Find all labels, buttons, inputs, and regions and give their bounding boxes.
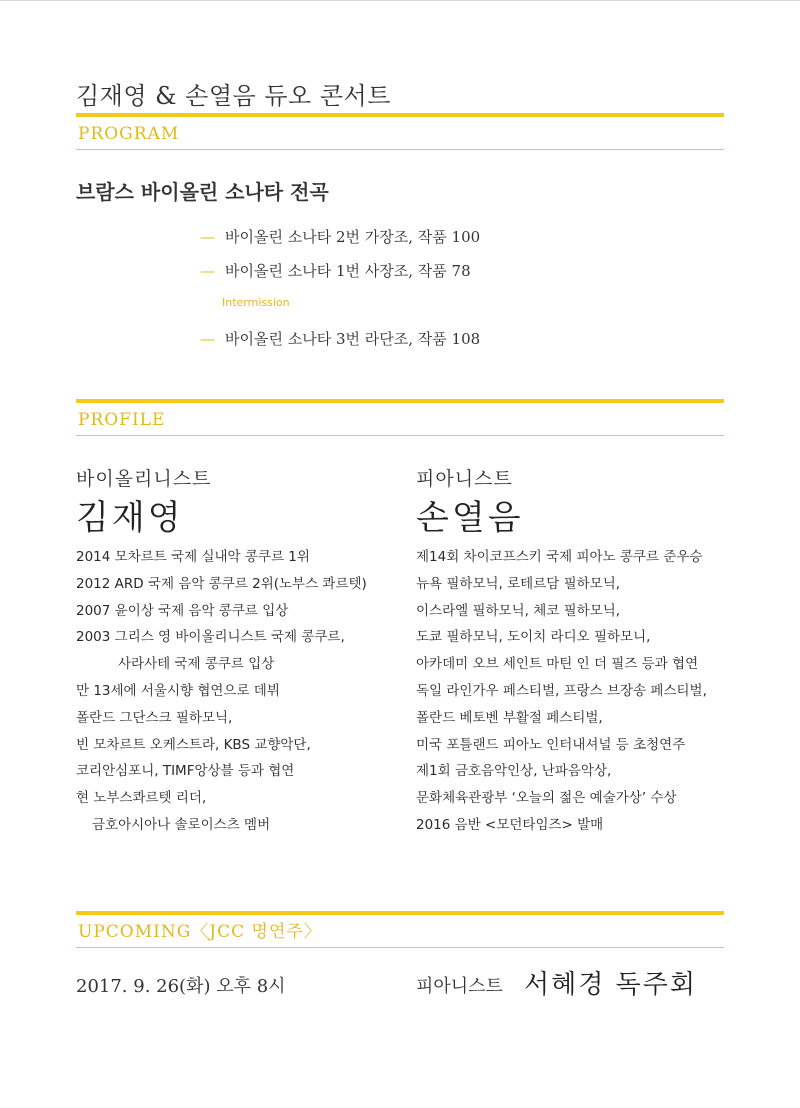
program-heading: PROGRAM [78, 124, 180, 144]
section-rule-thin [76, 947, 724, 948]
dash-marker: — [200, 262, 215, 280]
program-section-header [76, 113, 724, 150]
pianist-role: 피아니스트 [416, 468, 513, 490]
page-title: 김재영 & 손열음 듀오 콘서트 [76, 82, 391, 110]
top-divider [0, 0, 800, 1]
career-item: 2016 음반 <모던타임즈> 발매 [416, 816, 604, 833]
career-item: 사라사테 국제 콩쿠르 입상 [118, 656, 275, 673]
career-item: 2003 그리스 영 바이올리니스트 국제 콩쿠르, [76, 629, 345, 646]
career-item: 금호아시아나 솔로이스츠 멤버 [92, 816, 271, 833]
section-rule-thin [76, 149, 724, 150]
career-item: 2007 윤이상 국제 음악 콩쿠르 입상 [76, 602, 289, 619]
career-item: 제14회 차이코프스키 국제 피아노 콩쿠르 준우승 [416, 549, 703, 565]
career-item: 미국 포틀랜드 피아노 인터내셔널 등 초청연주 [416, 736, 686, 753]
intermission-label: Intermission [222, 296, 290, 309]
program-piece [200, 260, 471, 281]
career-item: 이스라엘 필하모닉, 체코 필하모닉, [416, 602, 621, 619]
profile-heading: PROFILE [78, 410, 166, 430]
career-item: 문화체육관광부 ‘오늘의 젊은 예술가상’ 수상 [416, 790, 677, 807]
career-item: 코리안심포니, TIMF앙상블 등과 협연 [76, 763, 295, 780]
dash-marker: — [200, 228, 215, 246]
pianist-name: 손열음 [416, 498, 524, 538]
piece-title: 바이올린 소나타 2번 가장조, 작품 100 [225, 228, 481, 246]
program-piece [200, 328, 480, 349]
career-item: 제1회 금호음악인상, 난파음악상, [416, 763, 612, 780]
career-item: 2012 ARD 국제 음악 콩쿠르 2위(노부스 콰르텟) [76, 575, 367, 592]
upcoming-heading: UPCOMING〈JCC 명연주〉 [78, 922, 322, 942]
section-rule-thin [76, 435, 724, 436]
piece-title: 바이올린 소나타 1번 사장조, 작품 78 [225, 262, 471, 280]
career-item: 독일 라인가우 페스티벌, 프랑스 브장송 페스티벌, [416, 682, 707, 699]
career-item: 현 노부스콰르텟 리더, [76, 790, 207, 807]
career-item: 2014 모차르트 국제 실내악 콩쿠르 1위 [76, 549, 310, 565]
upcoming-performer-role: 피아니스트 [416, 976, 503, 997]
career-item: 만 13세에 서울시향 협연으로 데뷔 [76, 682, 280, 699]
pianist-career-list [416, 544, 707, 839]
violinist-career-list [76, 544, 367, 839]
career-item: 도쿄 필하모닉, 도이치 라디오 필하모니, [416, 629, 651, 646]
piece-title: 바이올린 소나타 3번 라단조, 작품 108 [225, 330, 481, 348]
violinist-role: 바이올리니스트 [76, 468, 212, 490]
career-item: 뉴욕 필하모닉, 로테르담 필하모닉, [416, 575, 621, 592]
career-item: 폴란드 베토벤 부활절 페스티벌, [416, 709, 603, 726]
profile-section-header [76, 399, 724, 436]
program-title: 브람스 바이올린 소나타 전곡 [76, 180, 329, 204]
upcoming-date: 2017. 9. 26(화) 오후 8시 [76, 976, 286, 997]
violinist-name: 김재영 [76, 498, 184, 538]
career-item: 빈 모차르트 오케스트라, KBS 교향악단, [76, 736, 311, 753]
upcoming-section-header [76, 911, 724, 948]
career-item: 폴란드 그단스크 필하모닉, [76, 709, 233, 726]
upcoming-recital-name: 서혜경 독주회 [524, 970, 697, 1000]
dash-marker: — [200, 330, 215, 348]
program-piece [200, 226, 480, 247]
career-item: 아카데미 오브 세인트 마틴 인 더 필즈 등과 협연 [416, 656, 699, 673]
